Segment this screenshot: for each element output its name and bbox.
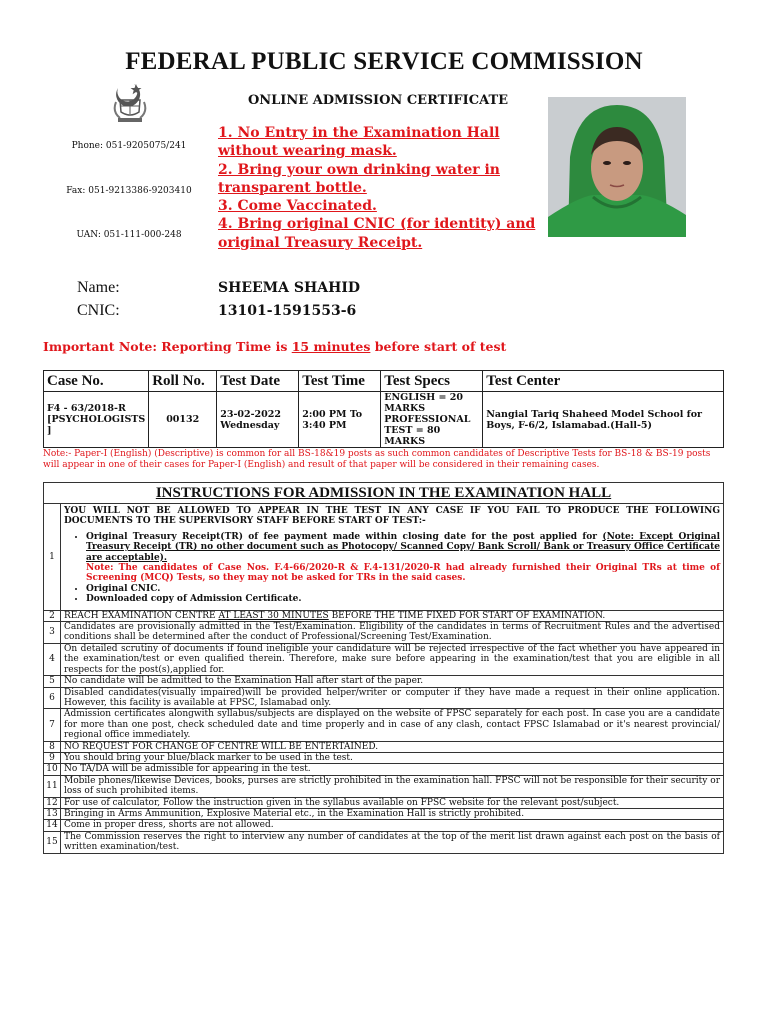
instruction-number: 12 xyxy=(44,797,61,808)
name-label: Name: xyxy=(77,279,120,296)
instruction-text: You should bring your blue/black marker to be used in the test. xyxy=(61,752,724,763)
phone-number: Phone: 051-9205075/241 xyxy=(71,141,187,151)
note-vaccinated: 3. Come Vaccinated. xyxy=(218,198,377,215)
table-header-row xyxy=(44,371,724,392)
treasury-receipt-red-note: Note: The candidates of Case Nos. F.4-66/2020-R & F.4-131/2020-R had already furnished their Original TRs at time of Screening (MCQ) Tests, so they may not be asked for TRs in the said cases. xyxy=(86,563,720,584)
instruction-number: 3 xyxy=(44,622,61,644)
note-water: 2. Bring your own drinking water in transparent bottle. xyxy=(218,161,500,196)
instruction-text: No candidate will be admitted to the Examination Hall after start of the paper. xyxy=(61,676,724,687)
instruction-text: Come in proper dress, shorts are not allowed. xyxy=(61,820,724,831)
mandatory-notes xyxy=(218,124,538,252)
list-item: • Downloaded copy of Admission Certificate. xyxy=(86,594,720,604)
header-case-no: Case No. xyxy=(44,371,149,392)
instruction-text xyxy=(61,504,724,611)
test-center-cell: Nangial Tariq Shaheed Model School for Boys, F-6/2, Islamabad.(Hall-5) xyxy=(483,392,724,448)
instruction-text: The Commission reserves the right to interview any number of candidates at the top of the merit list drawn against each post on the basis of written examination/test. xyxy=(61,831,724,853)
instruction-number: 6 xyxy=(44,687,61,709)
reporting-note-prefix: Important Note: Reporting Time is xyxy=(43,339,292,354)
treasury-receipt-text: Original Treasury Receipt(TR) of fee payment made within closing date for the post applied for xyxy=(86,531,603,542)
reporting-time-note xyxy=(43,339,506,354)
instruction-number: 9 xyxy=(44,752,61,763)
candidate-cnic: 13101-1591553-6 xyxy=(218,303,357,319)
table-row xyxy=(44,504,724,611)
note-mask: 1. No Entry in the Examination Hall without wearing mask. xyxy=(218,125,500,160)
instruction-number: 8 xyxy=(44,741,61,752)
case-no-cell: F4 - 63/2018-R [PSYCHOLOGISTS ] xyxy=(44,392,149,448)
header-test-specs: Test Specs xyxy=(381,371,483,392)
instruction-text: NO REQUEST FOR CHANGE OF CENTRE WILL BE ENTERTAINED. xyxy=(61,741,724,752)
test-details-table xyxy=(43,370,724,448)
instruction-number: 14 xyxy=(44,820,61,831)
table-row xyxy=(44,775,724,797)
reporting-note-suffix: before start of test xyxy=(370,339,507,354)
instruction-number: 15 xyxy=(44,831,61,853)
instructions-table xyxy=(43,482,724,854)
test-date: 23-02-2022 xyxy=(220,408,281,420)
cnic-label: CNIC: xyxy=(77,302,120,319)
instruction-text: No TA/DA will be admissible for appearing in the test. xyxy=(61,764,724,775)
instruction-number: 7 xyxy=(44,709,61,741)
table-row xyxy=(44,687,724,709)
table-row xyxy=(44,752,724,763)
table-row xyxy=(44,741,724,752)
header-test-center: Test Center xyxy=(483,371,724,392)
list-item xyxy=(86,532,720,584)
instruction-text: Mobile phones/likewise Devices, books, purses are strictly prohibited in the examination hall. FPSC will not be responsible for their security or loss of such prohibited items. xyxy=(61,775,724,797)
instruction-2c: BEFORE THE TIME FIXED FOR START OF EXAMINATION. xyxy=(328,610,606,621)
instruction-text: Admission certificates alongwith syllabus/subjects are displayed on the website of FPSC separately for each post. In case you are a candidate for more than one post, check scheduled date and time properly and in case of any clash, contact FPSC Islamabad or it's nearest provincial/ regional office immediately. xyxy=(61,709,724,741)
fax-number: Fax: 051-9213386-9203410 xyxy=(66,186,192,196)
roll-no-cell: 00132 xyxy=(149,392,217,448)
table-row xyxy=(44,831,724,853)
reporting-minutes: 15 minutes xyxy=(291,339,371,354)
instruction-text: For use of calculator, Follow the instruction given in the syllabus available on FPSC website for the relevant post/subject. xyxy=(61,797,724,808)
table-row xyxy=(44,676,724,687)
uan-number: UAN: 051-111-000-248 xyxy=(76,230,182,240)
table-row xyxy=(44,622,724,644)
instruction-number: 13 xyxy=(44,808,61,819)
instruction-number: 4 xyxy=(44,643,61,675)
table-row xyxy=(44,610,724,621)
header-roll-no: Roll No. xyxy=(149,371,217,392)
certificate-subtitle: ONLINE ADMISSION CERTIFICATE xyxy=(247,93,509,108)
instructions-heading: INSTRUCTIONS FOR ADMISSION IN THE EXAMINATION HALL xyxy=(44,483,724,504)
instruction-number: 1 xyxy=(44,504,61,611)
instruction-2a: REACH EXAMINATION CENTRE xyxy=(64,610,219,621)
paper-note: Note:- Paper-I (English) (Descriptive) is common for all BS-18&19 posts as such common candidates of Descriptive Tests for BS-18 & BS-19 posts will appear in one of their cases for Paper-I (English) and result of that paper will be considered in their remaining cases. xyxy=(43,449,711,470)
candidate-photo xyxy=(548,97,686,237)
table-row xyxy=(44,797,724,808)
list-item: • Original CNIC. xyxy=(86,584,720,594)
table-row xyxy=(44,808,724,819)
page-title: FEDERAL PUBLIC SERVICE COMMISSION xyxy=(125,48,643,75)
instruction-text: Disabled candidates(visually impaired)will be provided helper/writer or computer if they have made a request in their online application. However, this facility is available at FPSC, Islamabad only. xyxy=(61,687,724,709)
test-day: Wednesday xyxy=(220,419,280,431)
candidate-name: SHEEMA SHAHID xyxy=(218,280,361,296)
instruction-number: 11 xyxy=(44,775,61,797)
instruction-number: 5 xyxy=(44,676,61,687)
table-row xyxy=(44,709,724,741)
treasury-receipt-note: (Note: Except Original Treasury Receipt (TR) no other document such as Photocopy/ Scanned Copy/ Bank Scroll/ Bank or Treasury Office Certificate are acceptable). xyxy=(86,531,720,563)
instruction-text: Bringing in Arms Ammunition, Explosive Material etc., in the Examination Hall is strictly prohibited. xyxy=(61,808,724,819)
state-emblem-icon xyxy=(108,80,152,124)
test-specs-cell: ENGLISH = 20 MARKS PROFESSIONAL TEST = 80 MARKS xyxy=(381,392,483,448)
header-test-date: Test Date xyxy=(217,371,299,392)
instruction-number: 2 xyxy=(44,610,61,621)
instruction-text xyxy=(61,610,724,621)
table-row xyxy=(44,820,724,831)
test-time-cell: 2:00 PM To 3:40 PM xyxy=(299,392,381,448)
documents-intro: YOU WILL NOT BE ALLOWED TO APPEAR IN THE TEST IN ANY CASE IF YOU FAIL TO PRODUCE THE FOLLOWING DOCUMENTS TO THE SUPERVISORY STAFF BEFORE START OF TEST:- xyxy=(64,506,720,527)
note-cnic-receipt: 4. Bring original CNIC (for identity) and original Treasury Receipt. xyxy=(218,216,536,251)
instructions-heading-row xyxy=(44,483,724,504)
header-test-time: Test Time xyxy=(299,371,381,392)
test-date-cell xyxy=(217,392,299,448)
table-row xyxy=(44,764,724,775)
documents-list xyxy=(64,532,720,605)
table-row xyxy=(44,392,724,448)
table-row xyxy=(44,643,724,675)
instruction-number: 10 xyxy=(44,764,61,775)
instruction-text: Candidates are provisionally admitted in the Test/Examination. Eligibility of the candidates in terms of Recruitment Rules and the advertised conditions shall be determined after the conduct of Professional/Screening Test/Examination. xyxy=(61,622,724,644)
instruction-2b: AT LEAST 30 MINUTES xyxy=(218,610,329,621)
instruction-text: On detailed scrutiny of documents if found ineligible your candidature will be rejected irrespective of the fact whether you have appeared in the examination/test or even qualified therein. Therefore, make sure before appearing in the examination/test that you are eligible in all respects for the post(s),applied for. xyxy=(61,643,724,675)
